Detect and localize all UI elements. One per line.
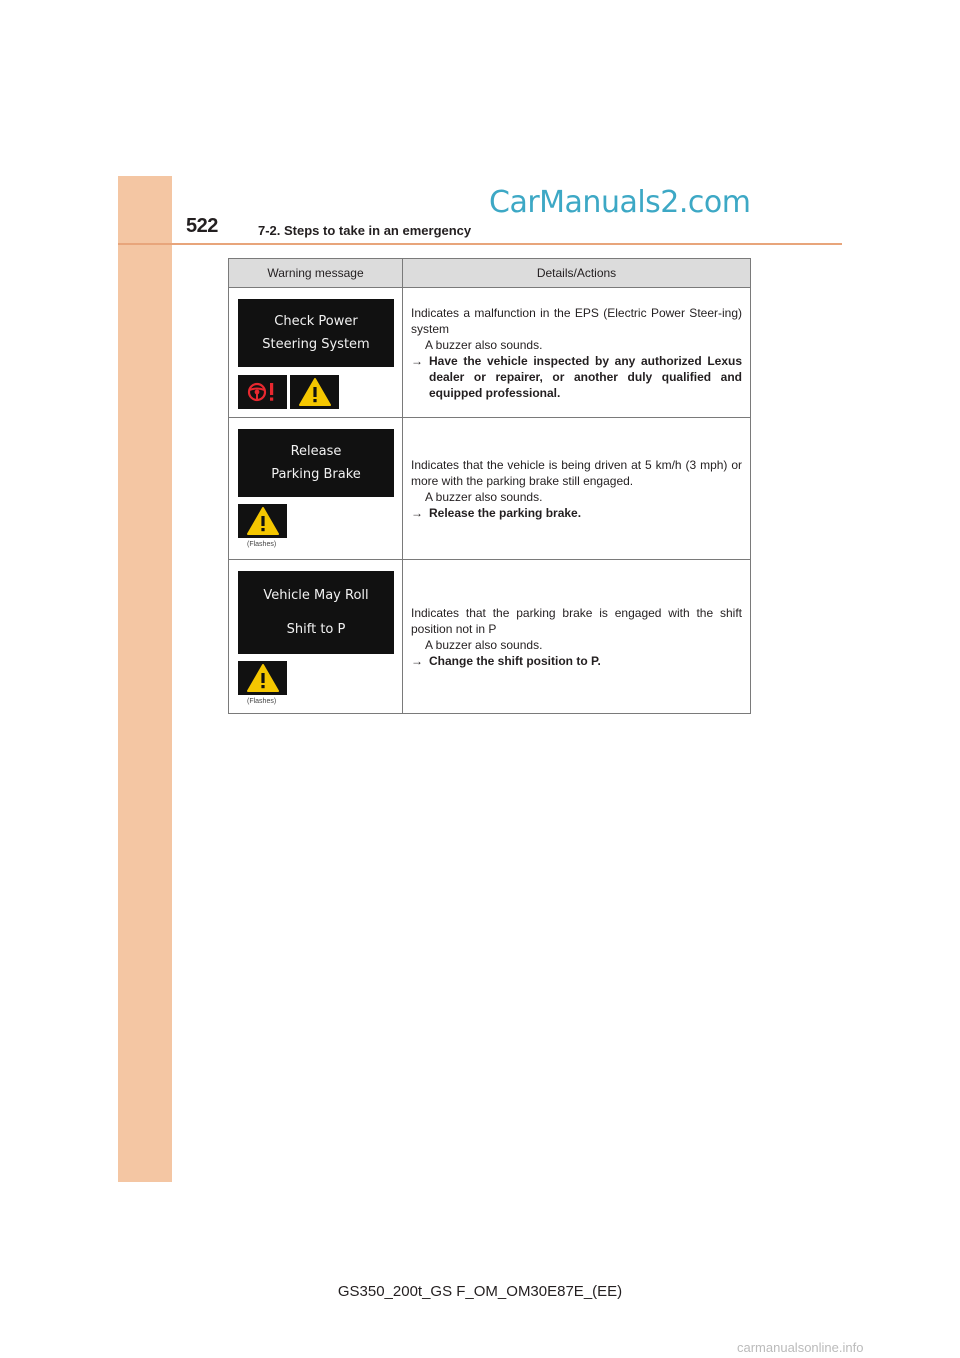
multi-info-display (238, 571, 394, 654)
action-label: Change the shift position to P. (429, 653, 601, 668)
multi-info-display (238, 299, 394, 367)
master-warning-icon (238, 661, 287, 695)
master-warning-icon (238, 504, 287, 538)
details-actions-cell (403, 560, 751, 714)
display-text-line: Vehicle May Roll (263, 588, 369, 604)
header-rule (118, 243, 842, 245)
detail-text: Indicates a malfunction in the EPS (Electric Power Steer-ing) system (411, 305, 742, 336)
warning-message-table (228, 258, 751, 714)
table-row (229, 560, 751, 714)
multi-info-display (238, 429, 394, 497)
detail-text: Indicates that the vehicle is being driven at 5 km/h (3 mph) or more with the parking brake still engaged. (411, 457, 742, 488)
document-code-footer: GS350_200t_GS F_OM_OM30E87E_(EE) (337, 1283, 623, 1300)
display-text-line: Parking Brake (271, 467, 361, 482)
arrow-icon: → (411, 653, 423, 668)
chapter-side-tab (118, 176, 172, 1182)
column-header-details-actions: Details/Actions (403, 259, 751, 288)
table-row (229, 288, 751, 418)
display-text-line: Shift to P (286, 621, 346, 637)
arrow-icon: → (411, 505, 423, 520)
power-steering-warning-icon (238, 375, 287, 409)
table-header-row (229, 259, 751, 288)
flashes-note: (Flashes) (247, 541, 277, 548)
table-row (229, 418, 751, 560)
page-number: 522 (186, 215, 218, 237)
warning-message-cell (229, 418, 403, 560)
watermark-url: carmanualsonline.info (737, 1340, 864, 1355)
display-text-line: Steering System (262, 337, 370, 352)
action-text (411, 505, 742, 521)
action-text (411, 653, 742, 669)
arrow-icon: → (411, 353, 423, 368)
section-title: 7-2. Steps to take in an emergency (258, 223, 472, 238)
action-text (411, 353, 742, 401)
details-actions-cell (403, 418, 751, 560)
flashes-note: (Flashes) (247, 698, 277, 705)
display-text-line: Release (290, 444, 342, 459)
action-label: Release the parking brake. (429, 505, 582, 520)
details-actions-cell (403, 288, 751, 418)
column-header-warning-message: Warning message (229, 259, 403, 288)
display-text-line: Check Power (274, 314, 358, 329)
buzzer-note: A buzzer also sounds. (425, 337, 543, 352)
detail-text: Indicates that the parking brake is engaged with the shift position not in P (411, 605, 742, 636)
action-label: Have the vehicle inspected by any authorized Lexus dealer or repairer, or another duly qualified and equipped professional. (429, 353, 742, 400)
buzzer-note: A buzzer also sounds. (425, 489, 543, 504)
master-warning-icon (290, 375, 339, 409)
watermark-logo: CarManuals2.com (489, 185, 751, 220)
buzzer-note: A buzzer also sounds. (425, 637, 543, 652)
warning-message-cell (229, 560, 403, 714)
warning-message-cell (229, 288, 403, 418)
